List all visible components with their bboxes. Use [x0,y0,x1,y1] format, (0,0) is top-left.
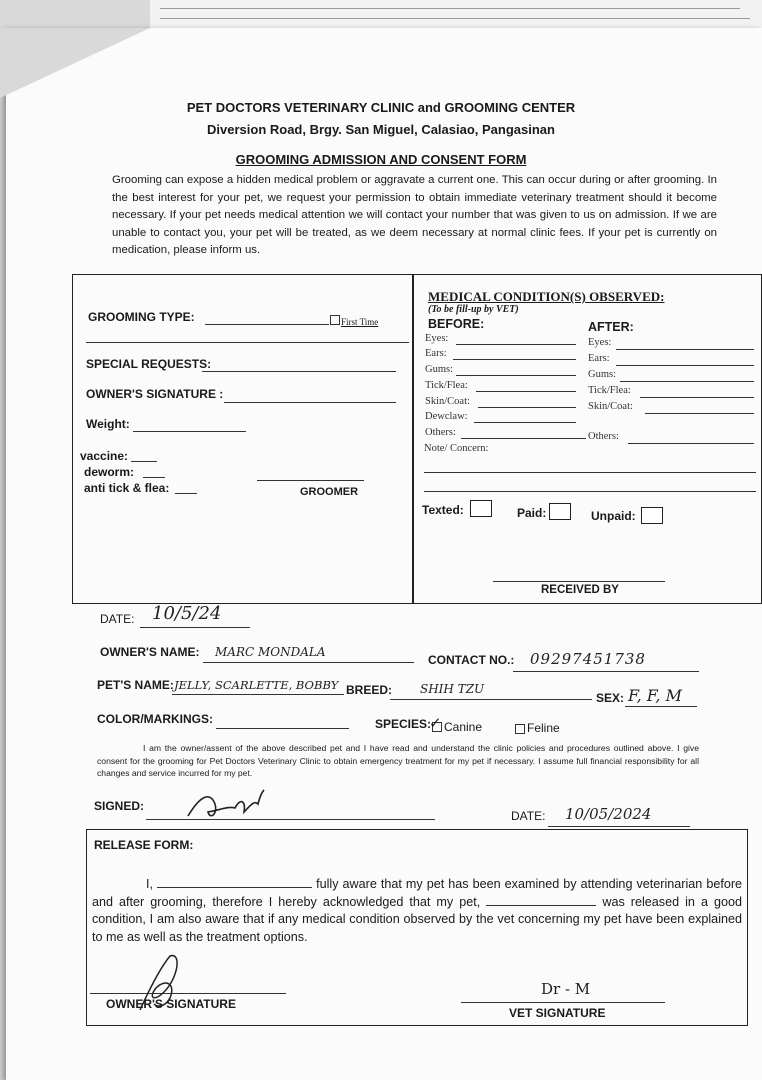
note-concern-label: Note/ Concern: [424,443,489,454]
date-value: 10/5/24 [152,603,222,624]
after-item-label: Gums: [588,369,617,380]
special-requests-label: SPECIAL REQUESTS: [86,357,212,371]
note-line-2[interactable] [424,491,756,492]
received-by-label: RECEIVED BY [541,584,619,596]
vet-signature-field[interactable] [461,1002,665,1003]
texted-checkbox[interactable] [470,500,492,517]
contact-label: CONTACT NO.: [428,653,515,667]
form-title: GROOMING ADMISSION AND CONSENT FORM [235,152,527,167]
pet-name-value: JELLY, SCARLETTE, BOBBY [174,678,339,692]
column-divider [412,274,414,604]
owner-signature-label: OWNER'S SIGNATURE : [86,387,224,401]
color-markings-label: COLOR/MARKINGS: [97,712,213,726]
before-item-field[interactable] [461,438,586,439]
owner-name-field[interactable] [203,662,414,663]
date-field[interactable] [140,627,250,628]
vaccine-field[interactable] [131,461,157,462]
after-item-field[interactable] [645,413,754,414]
before-item-field[interactable] [478,407,576,408]
first-time-checkbox[interactable] [330,315,340,325]
after-item-field[interactable] [620,381,754,382]
medical-subtitle: (To be fill-up by VET) [428,304,519,315]
owner-name-value: MARC MONDALA [215,645,326,659]
after-item-label: Eyes: [588,337,612,348]
unpaid-checkbox[interactable] [641,507,663,524]
after-item-field[interactable] [616,365,754,366]
pet-name-label: PET'S NAME: [97,678,174,692]
special-requests-field[interactable] [202,371,396,372]
release-text-part3: was released in a good condition, I am also aware that if any medical condition observed by the vet concerning my pet have been explained to me as well as the treatment options. [92,894,743,944]
canine-label: Canine [444,720,483,734]
before-item-label: Ears: [425,348,447,359]
after-item-field[interactable] [640,397,754,398]
before-item-field[interactable] [476,391,576,392]
after-item-field[interactable] [628,443,754,444]
sex-label: SEX: [596,691,625,705]
groomer-signature-field[interactable] [257,480,364,481]
consent-text: I am the owner/assent of the above described pet and I have read and understand the clinic policies and procedures outlined above. I give consent for the grooming for Pet Doctors Veterinary Clinic to obtain emergency treatment for my pet if necessary. I assume full financial responsibility for all changes and service incurred for my pet. [97,743,699,778]
before-item-label: Tick/Flea: [425,380,468,391]
before-item-label: Eyes: [425,333,449,344]
paid-checkbox[interactable] [549,503,571,520]
after-item-label: Skin/Coat: [588,401,633,412]
unpaid-label: Unpaid: [591,509,636,523]
grooming-type-field[interactable] [205,324,329,325]
after-label: AFTER: [588,320,634,334]
after-item-label: Ears: [588,353,610,364]
date2-field[interactable] [548,826,690,827]
weight-field[interactable] [133,431,246,432]
texted-label: Texted: [422,503,464,517]
before-item-label: Skin/Coat: [425,396,470,407]
vaccine-label: vaccine: [80,449,129,463]
sheet-edge-line [160,18,750,19]
paid-label: Paid: [517,506,547,520]
date2-label: DATE: [511,809,546,823]
intro-paragraph: Grooming can expose a hidden medical problem or aggravate a current one. This can occur during or after grooming. In the best interest for your pet, we request your permission to obtain immediate veterinary treatment should it become necessary. If your pet needs medical attention we will contact your number that was given to us on admission. If we are unable to contact you, your pet will be treated, as we deem necessary at normal clinic fees. If your pet is currently on medication, please inform us. [112,174,717,256]
species-label: SPECIES: [375,717,432,731]
release-pet-name-field[interactable] [486,905,596,906]
clinic-name: PET DOCTORS VETERINARY CLINIC and GROOMING CENTER [186,100,576,115]
feline-checkbox[interactable] [515,724,525,734]
pet-name-field[interactable] [172,694,344,695]
vet-signature-label: VET SIGNATURE [509,1006,606,1020]
release-text-part2: fully aware that my pet has been examined by attending veterinarian before and after grooming, therefore I hereby acknowledged that my pet, [92,877,743,909]
anti-tick-field[interactable] [175,493,197,494]
grooming-type-label: GROOMING TYPE: [88,310,195,324]
note-line-1[interactable] [424,472,756,473]
before-item-field[interactable] [456,344,576,345]
after-item-field[interactable] [616,349,754,350]
contact-field[interactable] [513,671,699,672]
release-owner-signature-label: OWNER'S SIGNATURE [106,997,236,1011]
received-by-field[interactable] [493,581,665,582]
after-item-label: Others: [588,431,619,442]
deworm-field[interactable] [143,477,165,478]
groomer-label: GROOMER [300,486,359,498]
breed-value: SHIH TZU [420,682,485,696]
date2-value: 10/05/2024 [565,805,652,823]
anti-tick-label: anti tick & flea: [84,481,170,495]
breed-field[interactable] [390,699,592,700]
before-item-label: Gums: [425,364,454,375]
owner-name-label: OWNER'S NAME: [100,645,200,659]
release-owner-name-field[interactable] [157,887,312,888]
contact-value: 09297451738 [530,650,646,668]
weight-label: Weight: [86,417,130,431]
sex-value: F, F, M [628,686,682,705]
sex-field[interactable] [625,706,697,707]
date-label: DATE: [100,612,135,626]
signed-label: SIGNED: [94,799,145,813]
vet-initials: Dr - M [541,980,591,998]
deworm-label: deworm: [84,465,135,479]
before-item-field[interactable] [474,422,576,423]
medical-title: MEDICAL CONDITION(S) OBSERVED: [428,289,665,304]
release-title: RELEASE FORM: [94,838,194,852]
owner-signature-scribble [180,786,270,826]
breed-label: BREED: [346,683,393,697]
paper-fold-corner [0,28,150,98]
release-text-part1: I, [146,877,153,891]
before-item-label: Dewclaw: [425,411,468,422]
before-item-label: Others: [425,427,456,438]
after-item-label: Tick/Flea: [588,385,631,396]
clinic-address: Diversion Road, Brgy. San Miguel, Calasiao, Pangasinan [207,122,555,137]
grooming-type-line-2[interactable] [86,342,409,343]
before-item-field[interactable] [453,359,576,360]
canine-check-mark: ✓ [429,714,442,732]
owner-signature-field[interactable] [224,402,396,403]
first-time-label: First Time [341,317,379,327]
before-label: BEFORE: [428,317,485,331]
before-item-field[interactable] [456,375,576,376]
feline-label: Feline [527,721,560,735]
color-markings-field[interactable] [216,728,349,729]
release-paragraph [92,876,742,946]
sheet-edge-line [160,8,740,9]
